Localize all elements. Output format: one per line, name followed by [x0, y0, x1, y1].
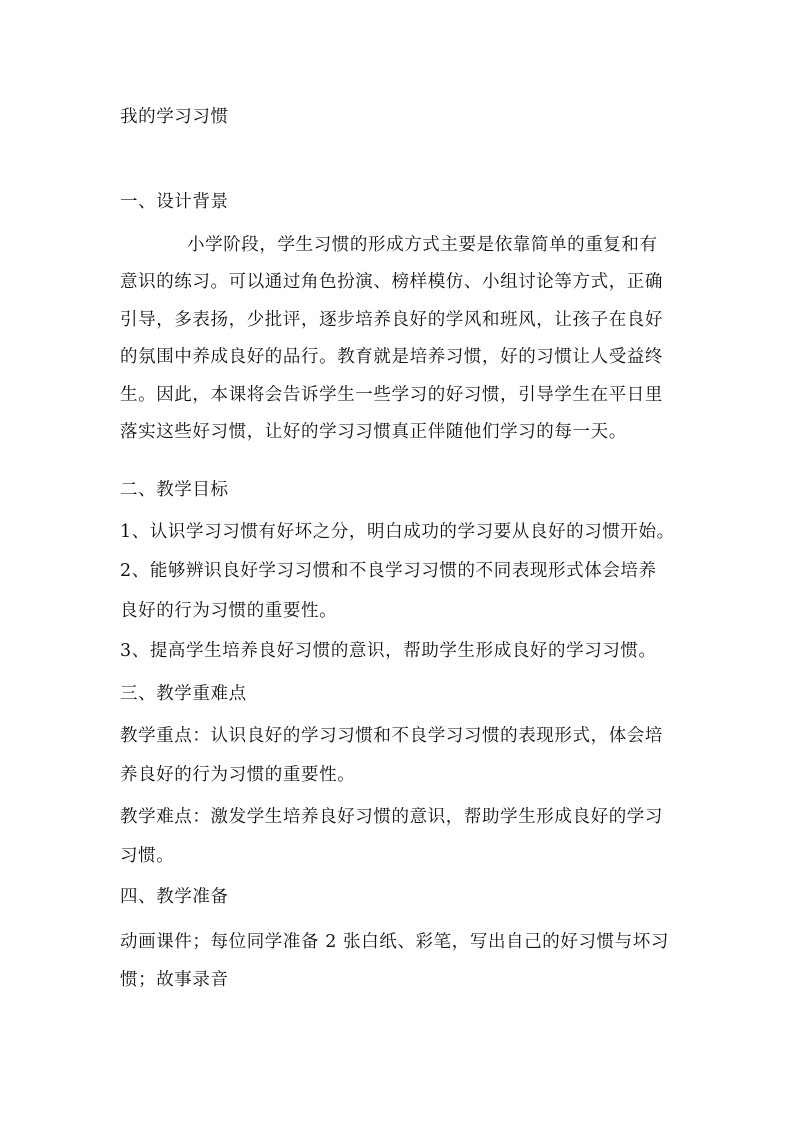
key-point-line: 教学重点：认识良好的学习习惯和不良学习习惯的表现形式，体会培 — [120, 726, 663, 746]
key-point-line: 养良好的行为习惯的重要性。 — [120, 765, 356, 785]
preparation-line: 惯；故事录音 — [120, 970, 229, 990]
section-heading-background: 一、设计背景 — [120, 192, 229, 212]
paragraph-line: 小学阶段，学生习惯的形成方式主要是依靠简单的重复和有 — [187, 235, 658, 255]
objective-item-continued: 良好的行为习惯的重要性。 — [120, 601, 338, 621]
objective-item: 1、认识学习习惯有好坏之分，明白成功的学习要从良好的习惯开始。 — [120, 522, 675, 542]
paragraph-line: 引导，多表扬，少批评，逐步培养良好的学风和班风，让孩子在良好 — [120, 310, 663, 330]
section-heading-preparation: 四、教学准备 — [120, 887, 229, 907]
preparation-line: 动画课件；每位同学准备 2 张白纸、彩笔，写出自己的好习惯与坏习 — [120, 932, 669, 952]
difficulty-line: 习惯。 — [120, 846, 175, 866]
difficulty-line: 教学难点：激发学生培养良好习惯的意识，帮助学生形成良好的学习 — [120, 807, 663, 827]
objective-item: 2、能够辨识良好学习习惯和不良学习习惯的不同表现形式体会培养 — [120, 561, 657, 581]
section-heading-objectives: 二、教学目标 — [120, 480, 229, 500]
section-heading-key-points: 三、教学重难点 — [120, 684, 247, 704]
paragraph-line: 落实这些好习惯，让好的学习习惯真正伴随他们学习的每一天。 — [120, 422, 627, 442]
document-title: 我的学习习惯 — [120, 107, 229, 127]
paragraph-line: 的氛围中养成良好的品行。教育就是培养习惯，好的习惯让人受益终 — [120, 347, 663, 367]
paragraph-line: 生。因此，本课将会告诉学生一些学习的好习惯，引导学生在平日里 — [120, 385, 663, 405]
objective-item: 3、提高学生培养良好习惯的意识，帮助学生形成良好的学习习惯。 — [120, 641, 657, 661]
paragraph-line: 意识的练习。可以通过角色扮演、榜样模仿、小组讨论等方式，正确 — [120, 272, 663, 292]
